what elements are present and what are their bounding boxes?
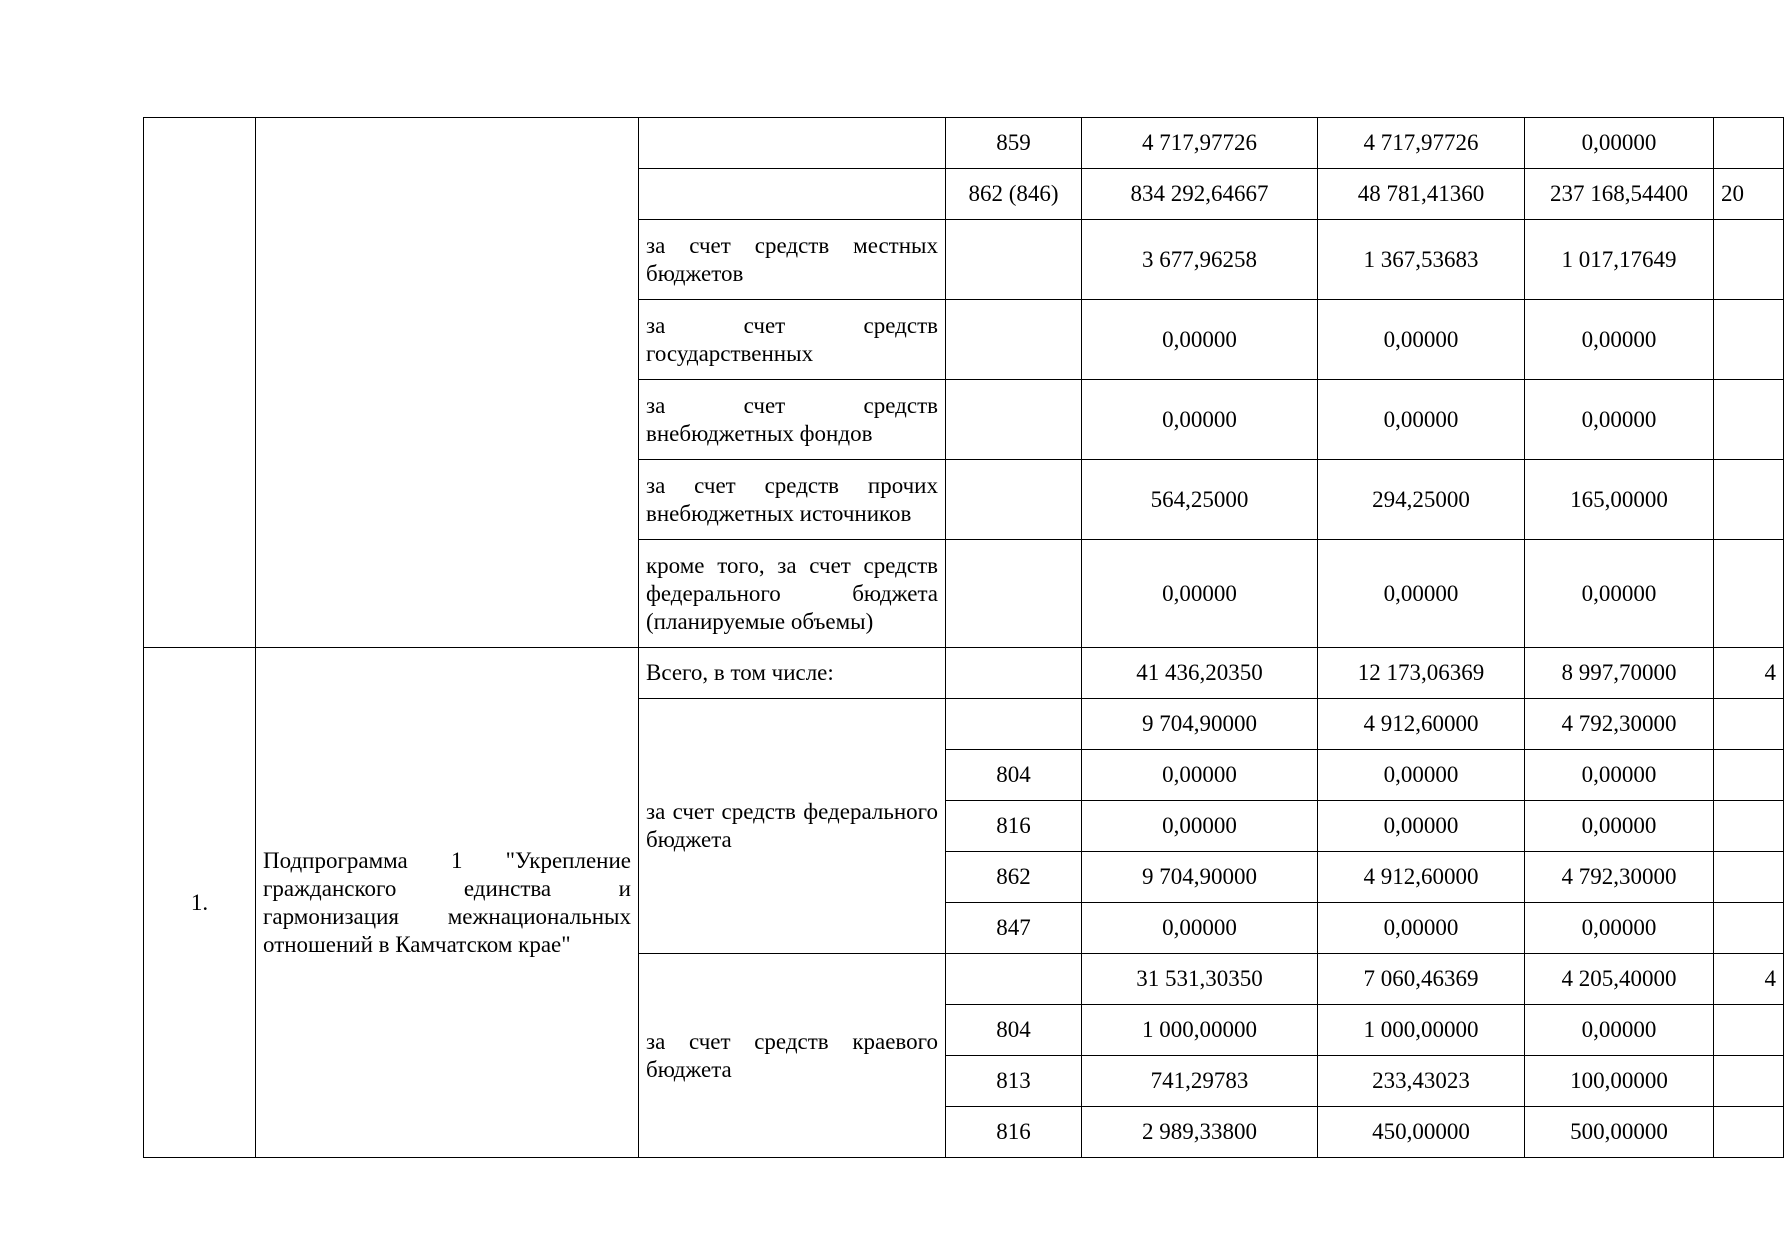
code-cell: 862: [946, 852, 1082, 903]
year1-cell: 0,00000: [1318, 750, 1525, 801]
total-cell: 0,00000: [1082, 300, 1318, 380]
number-cell-empty: [144, 118, 256, 648]
table-row: [144, 118, 1784, 169]
year2-cell: 0,00000: [1525, 540, 1714, 648]
year1-cell: 233,43023: [1318, 1056, 1525, 1107]
year2-cell: 0,00000: [1525, 380, 1714, 460]
code-cell: [946, 380, 1082, 460]
table-row: [144, 648, 1784, 699]
year2-cell: 4 792,30000: [1525, 852, 1714, 903]
year2-cell: 4 205,40000: [1525, 954, 1714, 1005]
year2-cell: 100,00000: [1525, 1056, 1714, 1107]
year2-cell: 4 792,30000: [1525, 699, 1714, 750]
year3-cell: [1714, 903, 1784, 954]
source-cell: за счет средств прочих внебюджетных источников: [639, 460, 946, 540]
total-cell: 2 989,33800: [1082, 1107, 1318, 1158]
code-cell: 859: [946, 118, 1082, 169]
total-cell: 31 531,30350: [1082, 954, 1318, 1005]
year3-cell: 20: [1714, 169, 1784, 220]
year2-cell: 0,00000: [1525, 118, 1714, 169]
budget-table: [143, 117, 1784, 1158]
year3-cell: [1714, 460, 1784, 540]
year1-cell: 0,00000: [1318, 540, 1525, 648]
code-cell: [946, 648, 1082, 699]
year3-cell: [1714, 540, 1784, 648]
source-cell: Всего, в том числе:: [639, 648, 946, 699]
year2-cell: 0,00000: [1525, 1005, 1714, 1056]
code-cell: 804: [946, 750, 1082, 801]
code-cell: 804: [946, 1005, 1082, 1056]
total-cell: 834 292,64667: [1082, 169, 1318, 220]
year3-cell: [1714, 750, 1784, 801]
total-cell: 564,25000: [1082, 460, 1318, 540]
subprogram-number: 1.: [144, 648, 256, 1158]
source-cell: кроме того, за счет средств федерального бюджета (планируемые объемы): [639, 540, 946, 648]
code-cell: [946, 220, 1082, 300]
total-cell: 1 000,00000: [1082, 1005, 1318, 1056]
year1-cell: 450,00000: [1318, 1107, 1525, 1158]
source-cell: за счет средств местных бюджетов: [639, 220, 946, 300]
year1-cell: 4 717,97726: [1318, 118, 1525, 169]
year1-cell: 0,00000: [1318, 801, 1525, 852]
code-cell: 816: [946, 1107, 1082, 1158]
year3-cell: [1714, 1056, 1784, 1107]
year2-cell: 237 168,54400: [1525, 169, 1714, 220]
year3-cell: 4: [1714, 648, 1784, 699]
year1-cell: 7 060,46369: [1318, 954, 1525, 1005]
year1-cell: 0,00000: [1318, 300, 1525, 380]
code-cell: [946, 954, 1082, 1005]
year3-cell: [1714, 220, 1784, 300]
year3-cell: [1714, 380, 1784, 460]
source-cell: за счет средств государственных: [639, 300, 946, 380]
total-cell: 0,00000: [1082, 801, 1318, 852]
year2-cell: 0,00000: [1525, 750, 1714, 801]
year2-cell: 0,00000: [1525, 801, 1714, 852]
code-cell: [946, 699, 1082, 750]
code-cell: 816: [946, 801, 1082, 852]
regional-budget-label: за счет средств краевого бюджета: [639, 954, 946, 1158]
year3-cell: [1714, 699, 1784, 750]
total-cell: 9 704,90000: [1082, 852, 1318, 903]
source-cell: за счет средств внебюджетных фондов: [639, 380, 946, 460]
year3-cell: [1714, 118, 1784, 169]
year1-cell: 1 000,00000: [1318, 1005, 1525, 1056]
year1-cell: 0,00000: [1318, 903, 1525, 954]
year2-cell: 500,00000: [1525, 1107, 1714, 1158]
year1-cell: 4 912,60000: [1318, 852, 1525, 903]
total-cell: 3 677,96258: [1082, 220, 1318, 300]
year3-cell: 4: [1714, 954, 1784, 1005]
total-cell: 0,00000: [1082, 540, 1318, 648]
year2-cell: 0,00000: [1525, 300, 1714, 380]
year2-cell: 0,00000: [1525, 903, 1714, 954]
year1-cell: 294,25000: [1318, 460, 1525, 540]
year2-cell: 8 997,70000: [1525, 648, 1714, 699]
code-cell: 847: [946, 903, 1082, 954]
total-cell: 41 436,20350: [1082, 648, 1318, 699]
year3-cell: [1714, 1005, 1784, 1056]
title-cell-empty: [256, 118, 639, 648]
year3-cell: [1714, 1107, 1784, 1158]
year1-cell: 1 367,53683: [1318, 220, 1525, 300]
source-cell: [639, 169, 946, 220]
subprogram-title: Подпрограмма 1 "Укрепление гражданского единства и гармонизация межнациональных отношений в Камчатском крае": [256, 648, 639, 1158]
federal-budget-label: за счет средств федерального бюджета: [639, 699, 946, 954]
code-cell: 813: [946, 1056, 1082, 1107]
total-cell: 0,00000: [1082, 903, 1318, 954]
year1-cell: 4 912,60000: [1318, 699, 1525, 750]
year3-cell: [1714, 801, 1784, 852]
total-cell: 0,00000: [1082, 380, 1318, 460]
year2-cell: 1 017,17649: [1525, 220, 1714, 300]
year3-cell: [1714, 300, 1784, 380]
year2-cell: 165,00000: [1525, 460, 1714, 540]
year1-cell: 0,00000: [1318, 380, 1525, 460]
code-cell: [946, 460, 1082, 540]
code-cell: [946, 540, 1082, 648]
total-cell: 741,29783: [1082, 1056, 1318, 1107]
code-cell: [946, 300, 1082, 380]
total-cell: 4 717,97726: [1082, 118, 1318, 169]
source-cell: [639, 118, 946, 169]
year1-cell: 12 173,06369: [1318, 648, 1525, 699]
total-cell: 9 704,90000: [1082, 699, 1318, 750]
code-cell: 862 (846): [946, 169, 1082, 220]
total-cell: 0,00000: [1082, 750, 1318, 801]
year3-cell: [1714, 852, 1784, 903]
year1-cell: 48 781,41360: [1318, 169, 1525, 220]
